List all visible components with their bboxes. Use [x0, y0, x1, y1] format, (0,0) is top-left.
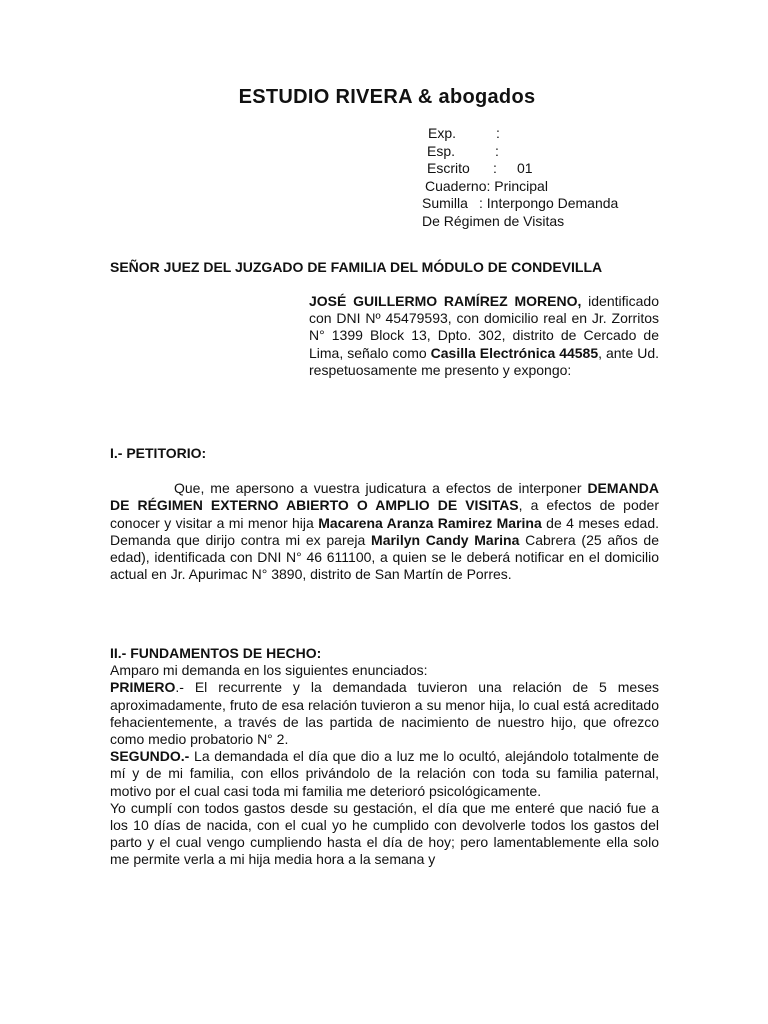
petitorio-t2: , a efectos de poder conocer y visitar a mi menor hija	[110, 497, 659, 531]
segundo-label: SEGUNDO.-	[110, 748, 190, 765]
escrito-value: 01	[517, 160, 533, 176]
segundo-paragraph	[110, 748, 659, 800]
petitorio-heading: I.- PETITORIO:	[110, 445, 207, 461]
fundamentos-intro: Amparo mi demanda en los siguientes enunciados:	[110, 662, 428, 679]
primero-text: .- El recurrente y la demandada tuvieron una relación de 5 meses aproximadamente, fruto de esa relación tuvieron a su menor hija, lo cual está acreditado fehacientemente, a través de las partida de nacimiento de nuestro hijo, que ofrezco como medio probatorio N° 2.	[110, 679, 659, 748]
petitorio-demand: DEMANDA DE RÉGIMEN EXTERNO ABIERTO O AMPLIO DE VISITAS	[110, 480, 659, 514]
segundo-text: La demandada el día que dio a luz me lo ocultó, alejándolo totalmente de mí y de mi familia, con ellos privándolo de la relación con toda su familia paternal, motivo por el cual casi toda mi familia me deterioró psicológicamente.	[110, 748, 659, 799]
plaintiff-intro	[309, 293, 659, 379]
petitorio-t3: de 4 meses edad. Demanda que dirijo contra mi ex pareja	[110, 514, 659, 548]
esp-sep: :	[495, 142, 499, 159]
petitorio-t1: Que, me apersono a vuestra judicatura a efectos de interponer	[174, 480, 588, 497]
primero-paragraph	[110, 679, 659, 748]
exp-label: Exp.	[428, 125, 457, 141]
escrito-label: Escrito	[427, 160, 470, 176]
escrito-sep: :	[493, 160, 497, 176]
cuaderno-row	[422, 178, 618, 196]
fundamentos-heading: II.- FUNDAMENTOS DE HECHO:	[110, 645, 322, 661]
document-title: ESTUDIO RIVERA & abogados	[238, 86, 536, 108]
cuaderno-text: Cuaderno: Principal	[425, 177, 548, 194]
escrito-row	[422, 160, 618, 178]
defendant-name: Marilyn Candy Marina	[371, 531, 520, 548]
sumilla-line2: De Régimen de Visitas	[422, 212, 565, 229]
petitorio-t4: Cabrera (25 años de edad), identificada con DNI N° 46 611100, a quien se le deberá notificar en el domicilio actual en Jr. Apurimac N° 3890, distrito de San Martín de Porres.	[110, 531, 659, 583]
esp-label: Esp.	[427, 142, 456, 159]
fundamentos-section	[110, 645, 659, 869]
petitorio-body	[110, 480, 659, 583]
esp-row	[422, 143, 618, 161]
exp-sep: :	[496, 125, 500, 141]
sumilla-row	[422, 195, 618, 213]
sumilla-line2-row	[422, 213, 618, 231]
plaintiff-name: JOSÉ GUILLERMO RAMÍREZ MORENO,	[309, 293, 582, 309]
case-header	[422, 125, 618, 230]
addressee-line: SEÑOR JUEZ DEL JUZGADO DE FAMILIA DEL MÓDULO DE CONDEVILLA	[110, 259, 603, 275]
intro-text-1: identificado con DNI Nº 45479593, con domicilio real en Jr. Zorritos N° 1399 Block 13, Dpto. 302, distrito de Cercado de Lima, señalo como	[309, 293, 659, 361]
primero-label: PRIMERO	[110, 679, 176, 696]
sumilla-value: : Interpongo Demanda	[479, 195, 619, 211]
petitorio-section	[110, 445, 659, 583]
daughter-name: Macarena Aranza Ramirez Marina	[318, 514, 542, 531]
exp-row	[422, 125, 618, 143]
sumilla-label: Sumilla	[422, 195, 468, 211]
third-paragraph: Yo cumplí con todos gastos desde su gestación, el día que me enteré que nació fue a los 10 días de nacida, con el cual yo he cumplido con devolverle todos los gastos del parto y el cual vengo cumpliendo hasta el día de hoy; pero lamentablemente ella solo me permite verla a mi hija media hora a la semana y	[110, 799, 659, 868]
intro-text-2: , ante Ud. respetuosamente me presento y expongo:	[309, 344, 659, 378]
electronic-box: Casilla Electrónica 44585	[430, 344, 599, 361]
